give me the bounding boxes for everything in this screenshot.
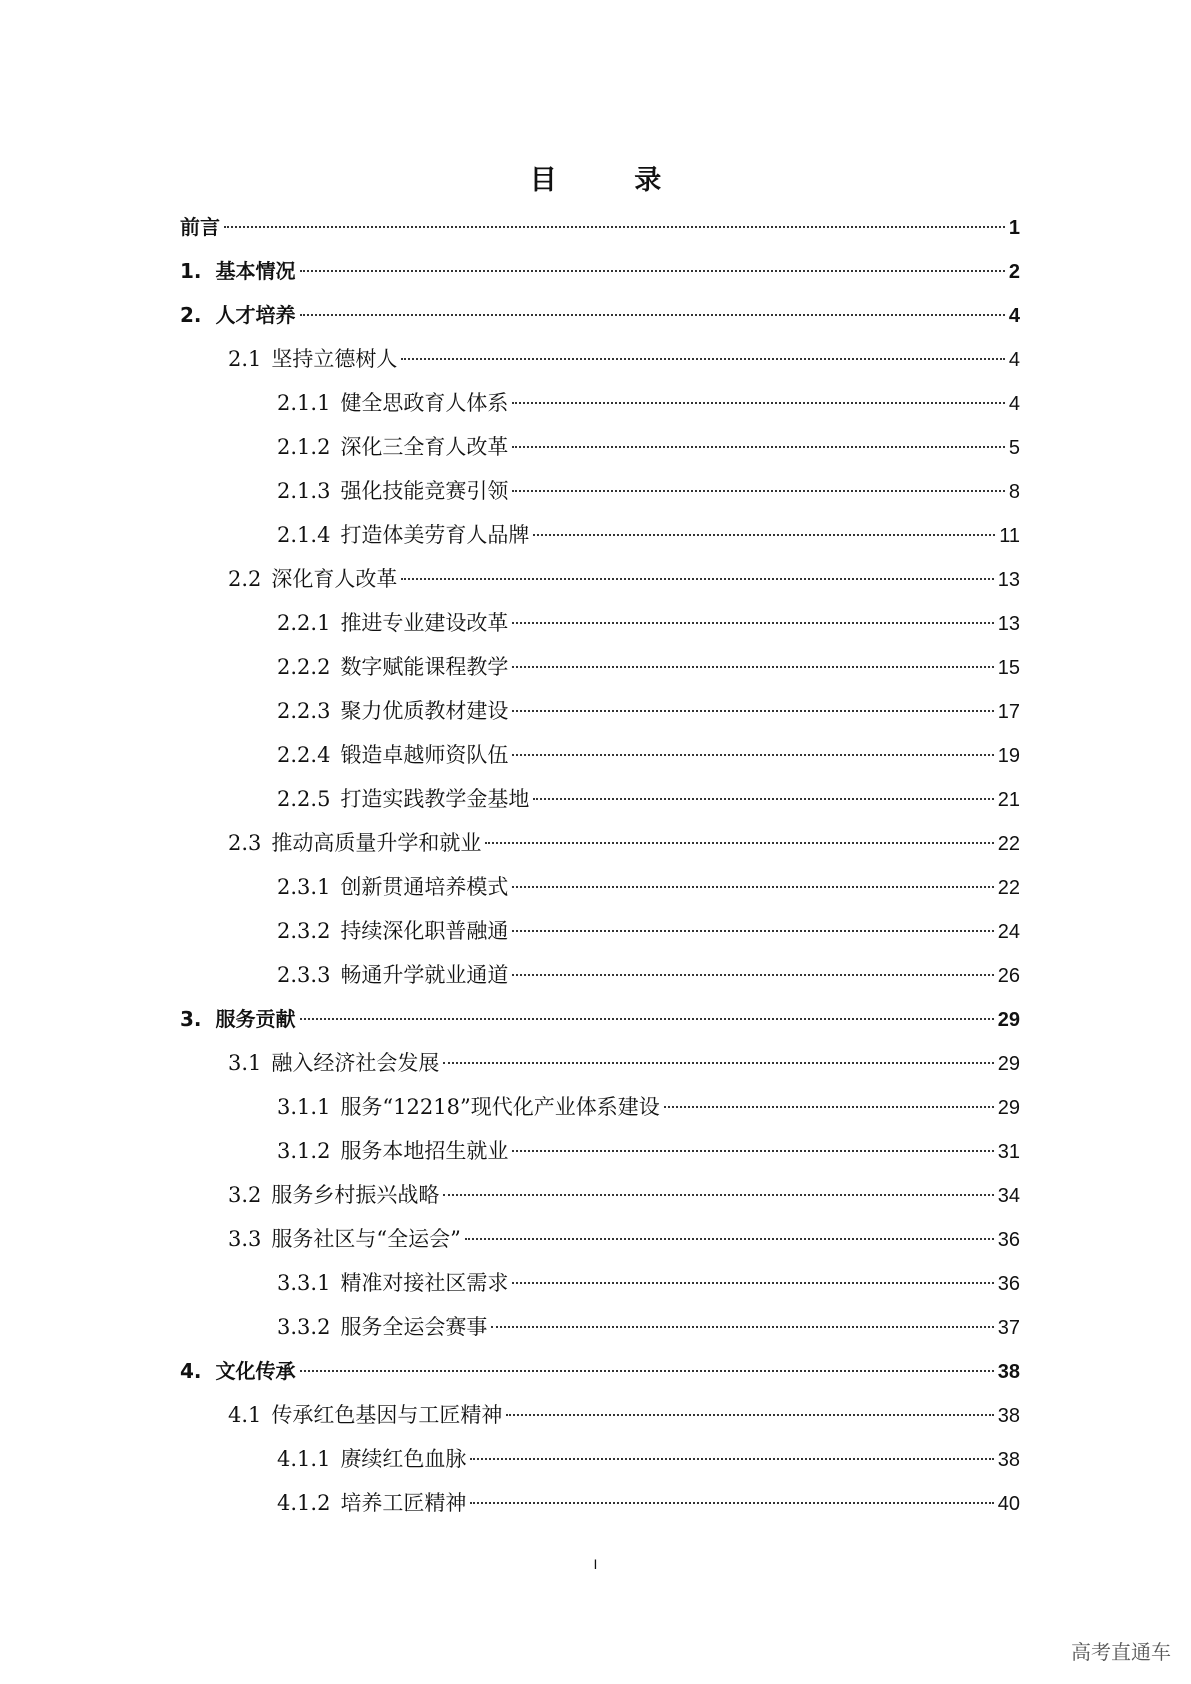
toc-entry-page: 29 xyxy=(997,1053,1020,1075)
dot-leader xyxy=(300,270,1005,272)
toc-entry-title: 聚力优质教材建设 xyxy=(340,699,509,723)
toc-entry[interactable] xyxy=(180,1217,1020,1261)
toc-entry-page: 36 xyxy=(997,1273,1020,1295)
toc-entry[interactable] xyxy=(180,909,1020,953)
toc-entry-page: 19 xyxy=(997,745,1020,767)
toc-entry-title: 服务贡献 xyxy=(215,1007,296,1031)
toc-entry-number: 4. xyxy=(180,1359,202,1383)
toc-entry-page: 8 xyxy=(1008,481,1020,503)
toc-entry[interactable] xyxy=(180,1305,1020,1349)
toc-entry[interactable] xyxy=(180,733,1020,777)
watermark: 高考直通车 xyxy=(1071,1640,1171,1664)
dot-leader xyxy=(443,1062,993,1064)
toc-entry-page: 11 xyxy=(999,525,1020,547)
toc-entry-title: 前言 xyxy=(180,215,220,239)
dot-leader xyxy=(512,622,993,624)
table-of-contents xyxy=(180,205,1020,1525)
dot-leader xyxy=(533,798,993,800)
toc-entry-page: 13 xyxy=(997,613,1020,635)
toc-entry-title: 精准对接社区需求 xyxy=(340,1271,509,1295)
dot-leader xyxy=(224,226,1005,228)
toc-entry-number: 4.1.2 xyxy=(277,1491,331,1515)
toc-entry-title: 深化育人改革 xyxy=(271,567,398,591)
toc-entry-title: 基本情况 xyxy=(215,259,296,283)
toc-entry-number: 2.2 xyxy=(228,567,262,591)
toc-entry[interactable] xyxy=(180,997,1020,1041)
toc-entry-number: 2.2.5 xyxy=(277,787,331,811)
dot-leader xyxy=(470,1458,993,1460)
toc-entry-page: 1 xyxy=(1008,217,1020,239)
dot-leader xyxy=(470,1502,993,1504)
toc-entry[interactable] xyxy=(180,1261,1020,1305)
toc-entry-page: 22 xyxy=(997,833,1020,855)
toc-entry[interactable] xyxy=(180,513,1020,557)
toc-entry-title: 人才培养 xyxy=(215,303,296,327)
toc-entry-number: 2. xyxy=(180,303,202,327)
toc-entry-number: 4.1.1 xyxy=(277,1447,331,1471)
toc-entry-page: 34 xyxy=(997,1185,1020,1207)
toc-entry-title: 深化三全育人改革 xyxy=(340,435,509,459)
dot-leader xyxy=(300,1018,994,1020)
toc-entry-number: 1. xyxy=(180,259,202,283)
toc-entry-page: 37 xyxy=(997,1317,1020,1339)
toc-entry-title: 推动高质量升学和就业 xyxy=(271,831,482,855)
toc-entry-page: 26 xyxy=(997,965,1020,987)
toc-entry[interactable] xyxy=(180,1349,1020,1393)
toc-entry-page: 36 xyxy=(997,1229,1020,1251)
dot-leader xyxy=(300,1370,994,1372)
toc-entry[interactable] xyxy=(180,1041,1020,1085)
dot-leader xyxy=(512,446,1004,448)
toc-entry-page: 17 xyxy=(997,701,1020,723)
dot-leader xyxy=(512,1150,993,1152)
toc-entry-page: 29 xyxy=(997,1097,1020,1119)
toc-entry-title: 坚持立德树人 xyxy=(271,347,398,371)
toc-entry[interactable] xyxy=(180,249,1020,293)
toc-entry-title: 服务社区与“全运会” xyxy=(271,1227,461,1251)
toc-entry-title: 打造实践教学金基地 xyxy=(340,787,530,811)
toc-entry-title: 赓续红色血脉 xyxy=(340,1447,467,1471)
toc-entry-page: 2 xyxy=(1008,261,1020,283)
toc-entry-number: 3. xyxy=(180,1007,202,1031)
toc-entry-page: 21 xyxy=(997,789,1020,811)
dot-leader xyxy=(512,974,993,976)
toc-entry-number: 4.1 xyxy=(228,1403,262,1427)
dot-leader xyxy=(465,1238,994,1240)
dot-leader xyxy=(485,842,993,844)
toc-entry-title: 服务“12218”现代化产业体系建设 xyxy=(340,1095,660,1119)
toc-entry[interactable] xyxy=(180,205,1020,249)
dot-leader xyxy=(512,666,993,668)
toc-entry-title: 健全思政育人体系 xyxy=(340,391,509,415)
toc-entry-title: 文化传承 xyxy=(215,1359,296,1383)
toc-entry-title: 推进专业建设改革 xyxy=(340,611,509,635)
toc-entry-page: 38 xyxy=(997,1449,1020,1471)
toc-entry[interactable] xyxy=(180,381,1020,425)
toc-entry-number: 3.3.2 xyxy=(277,1315,331,1339)
dot-leader xyxy=(512,930,993,932)
dot-leader xyxy=(512,1282,993,1284)
toc-entry-number: 3.3.1 xyxy=(277,1271,331,1295)
dot-leader xyxy=(512,402,1004,404)
toc-entry-number: 2.1.2 xyxy=(277,435,331,459)
toc-entry[interactable] xyxy=(180,1129,1020,1173)
toc-entry[interactable] xyxy=(180,1437,1020,1481)
toc-entry-title: 创新贯通培养模式 xyxy=(340,875,509,899)
toc-entry[interactable] xyxy=(180,1481,1020,1525)
dot-leader xyxy=(512,754,993,756)
page-title: 目 录 xyxy=(529,165,696,196)
toc-entry-page: 15 xyxy=(997,657,1020,679)
toc-entry-title: 服务乡村振兴战略 xyxy=(271,1183,440,1207)
toc-entry-number: 2.2.1 xyxy=(277,611,331,635)
toc-entry-number: 3.1.1 xyxy=(277,1095,331,1119)
dot-leader xyxy=(533,534,995,536)
toc-entry-number: 3.3 xyxy=(228,1227,262,1251)
toc-entry-number: 2.1.3 xyxy=(277,479,331,503)
toc-entry[interactable] xyxy=(180,645,1020,689)
toc-entry-page: 38 xyxy=(997,1405,1020,1427)
toc-entry[interactable] xyxy=(180,821,1020,865)
toc-entry-page: 38 xyxy=(997,1361,1020,1383)
toc-entry-page: 24 xyxy=(997,921,1020,943)
toc-entry-number: 2.1.4 xyxy=(277,523,331,547)
toc-entry-number: 2.2.2 xyxy=(277,655,331,679)
dot-leader xyxy=(512,710,993,712)
toc-entry[interactable] xyxy=(180,601,1020,645)
toc-entry-title: 传承红色基因与工匠精神 xyxy=(271,1403,503,1427)
dot-leader xyxy=(491,1326,993,1328)
toc-entry-title: 畅通升学就业通道 xyxy=(340,963,509,987)
toc-entry-title: 融入经济社会发展 xyxy=(271,1051,440,1075)
toc-entry-page: 40 xyxy=(997,1493,1020,1515)
toc-entry-title: 服务全运会赛事 xyxy=(340,1315,488,1339)
toc-entry-page: 5 xyxy=(1008,437,1020,459)
toc-entry-number: 2.3.3 xyxy=(277,963,331,987)
toc-entry[interactable] xyxy=(180,1173,1020,1217)
toc-entry[interactable] xyxy=(180,425,1020,469)
dot-leader xyxy=(664,1106,994,1108)
toc-entry-page: 31 xyxy=(997,1141,1020,1163)
toc-entry-page: 4 xyxy=(1008,305,1020,327)
toc-entry-title: 持续深化职普融通 xyxy=(340,919,509,943)
dot-leader xyxy=(300,314,1005,316)
dot-leader xyxy=(401,578,993,580)
toc-entry-number: 2.1.1 xyxy=(277,391,331,415)
toc-entry[interactable] xyxy=(180,337,1020,381)
toc-entry[interactable] xyxy=(180,953,1020,997)
toc-entry-number: 2.2.3 xyxy=(277,699,331,723)
toc-entry-page: 22 xyxy=(997,877,1020,899)
toc-entry-page: 4 xyxy=(1008,349,1020,371)
toc-entry-number: 3.1 xyxy=(228,1051,262,1075)
toc-entry[interactable] xyxy=(180,1393,1020,1437)
toc-entry-number: 3.2 xyxy=(228,1183,262,1207)
toc-entry-title: 打造体美劳育人品牌 xyxy=(340,523,530,547)
toc-entry[interactable] xyxy=(180,689,1020,733)
toc-entry-number: 3.1.2 xyxy=(277,1139,331,1163)
dot-leader xyxy=(506,1414,993,1416)
toc-entry-number: 2.3.1 xyxy=(277,875,331,899)
dot-leader xyxy=(512,490,1004,492)
toc-entry-number: 2.3 xyxy=(228,831,262,855)
toc-entry[interactable] xyxy=(180,865,1020,909)
toc-entry-title: 强化技能竞赛引领 xyxy=(340,479,509,503)
toc-entry[interactable] xyxy=(180,777,1020,821)
toc-entry-title: 服务本地招生就业 xyxy=(340,1139,509,1163)
toc-entry-number: 2.1 xyxy=(228,347,262,371)
dot-leader xyxy=(443,1194,993,1196)
toc-entry[interactable] xyxy=(180,469,1020,513)
toc-entry[interactable] xyxy=(180,1085,1020,1129)
dot-leader xyxy=(512,886,993,888)
toc-entry-page: 29 xyxy=(997,1009,1020,1031)
toc-entry[interactable] xyxy=(180,293,1020,337)
toc-entry-number: 2.2.4 xyxy=(277,743,331,767)
toc-entry-number: 2.3.2 xyxy=(277,919,331,943)
page-number: I xyxy=(593,1556,598,1572)
toc-entry-page: 4 xyxy=(1008,393,1020,415)
toc-entry-title: 数字赋能课程教学 xyxy=(340,655,509,679)
toc-entry[interactable] xyxy=(180,557,1020,601)
toc-entry-page: 13 xyxy=(997,569,1020,591)
toc-entry-title: 培养工匠精神 xyxy=(340,1491,467,1515)
dot-leader xyxy=(401,358,1004,360)
toc-entry-title: 锻造卓越师资队伍 xyxy=(340,743,509,767)
